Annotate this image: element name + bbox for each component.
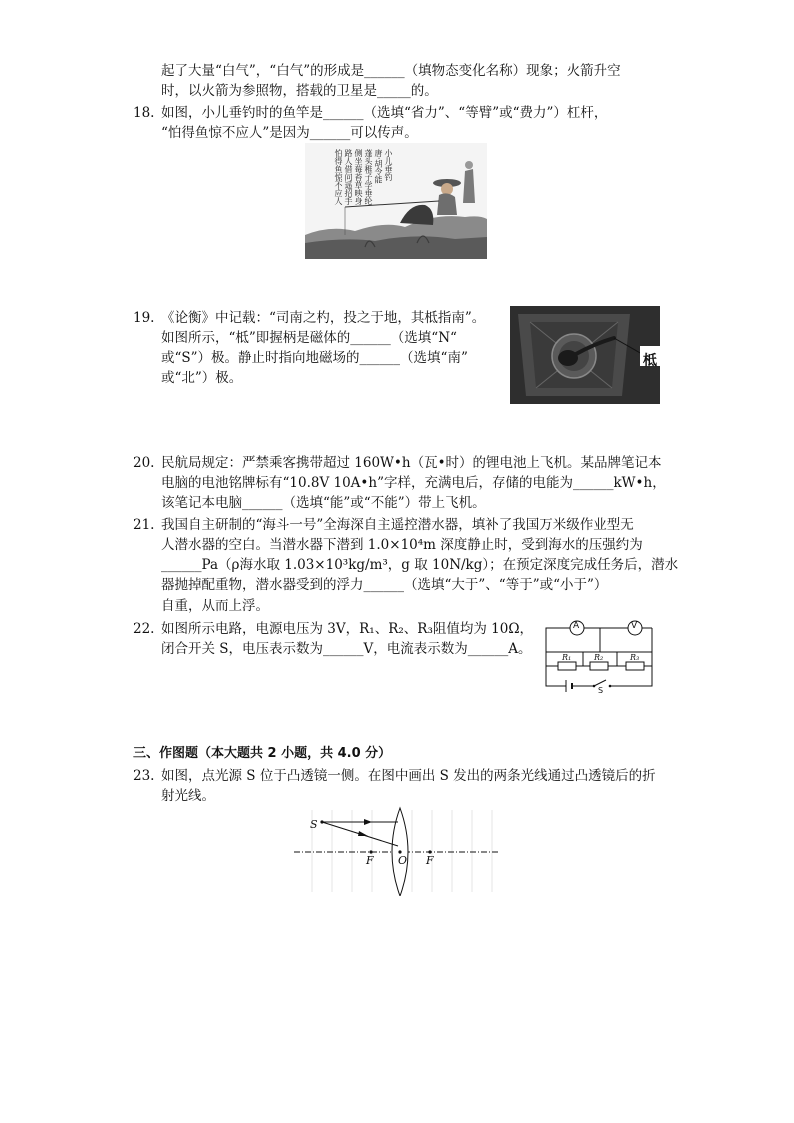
q20-line-2: 电脑的电池铭牌标有“10.8V 10A•h”字样，充满电后，存储的电能为______kW•h， bbox=[161, 475, 666, 491]
r3-label: R₃ bbox=[630, 653, 640, 662]
q19-line-1: 《论衡》中记载：“司南之杓，投之于地，其柢指南”。 bbox=[161, 310, 486, 326]
focus-left-label: F bbox=[366, 854, 374, 867]
q20-line-3: 该笔记本电脑______（选填“能”或“不能”）带上飞机。 bbox=[161, 495, 486, 511]
poem-line: 侧坐莓苔草映身 bbox=[354, 149, 363, 205]
poem-line: 蓬头稚子学垂纶 bbox=[364, 149, 373, 205]
poem-line: 小儿垂钓 bbox=[384, 149, 393, 181]
r2-label: R₂ bbox=[594, 653, 604, 662]
circuit-diagram bbox=[538, 618, 660, 696]
poem-line: 怕得鱼惊不应人 bbox=[334, 149, 343, 205]
poem-text bbox=[313, 149, 393, 219]
q21-line-2: 人潜水器的空白。当潜水器下潜到 1.0×10⁴m 深度静止时，受到海水的压强约为 bbox=[161, 537, 643, 553]
focus-right-label: F bbox=[426, 854, 434, 867]
q22-number: 22. bbox=[133, 621, 155, 637]
q21-line-1: 我国自主研制的“海斗一号”全海深自主遥控潜水器，填补了我国万米级作业型无 bbox=[161, 517, 634, 533]
q19-number: 19. bbox=[133, 310, 155, 326]
q21-line-4: 器抛掉配重物，潜水器受到的浮力______（选填“大于”、“等于”或“小于”） bbox=[161, 577, 608, 593]
q20-number: 20. bbox=[133, 455, 155, 471]
sinan-compass-photo bbox=[510, 306, 660, 404]
voltmeter-label: V bbox=[631, 621, 638, 631]
q18-line-1: 如图，小儿垂钓时的鱼竿是______（选填“省力”、“等臂”或“费力”）杠杆， bbox=[161, 105, 608, 121]
ammeter-label: A bbox=[573, 621, 580, 631]
optical-center-label: O bbox=[398, 854, 408, 867]
poem-line: 唐·胡令能 bbox=[374, 149, 383, 184]
fishing-boy-painting bbox=[305, 143, 487, 259]
q23-line-1: 如图，点光源 S 位于凸透镜一侧。在图中画出 S 发出的两条光线通过凸透镜后的折 bbox=[161, 768, 656, 784]
q18-line-2: “怕得鱼惊不应人”是因为______可以传声。 bbox=[161, 125, 418, 141]
q23-line-2: 射光线。 bbox=[161, 788, 215, 804]
q18-number: 18. bbox=[133, 105, 155, 121]
q22-line-2: 闭合开关 S，电压表示数为______V，电流表示数为______A。 bbox=[161, 641, 532, 657]
q21-line-3: ______Pa（ρ海水取 1.03×10³kg/m³，g 取 10N/kg）；在预定深度完成任务后，潜水 bbox=[161, 557, 679, 573]
poem-line: 路人借问遥招手 bbox=[344, 149, 353, 205]
q23-number: 23. bbox=[133, 768, 155, 784]
r1-label: R₁ bbox=[562, 653, 572, 662]
q19-line-2: 如图所示，“柢”即握柄是磁体的______（选填“N“ bbox=[161, 330, 457, 346]
handle-label: 柢 bbox=[643, 353, 657, 369]
convex-lens-diagram bbox=[292, 806, 502, 896]
switch-label: S bbox=[598, 686, 604, 695]
q21-number: 21. bbox=[133, 517, 155, 533]
q17-line-2: 时，以火箭为参照物，搭载的卫星是_____的。 bbox=[161, 83, 438, 99]
q22-line-1: 如图所示电路，电源电压为 3V，R₁、R₂、R₃阻值均为 10Ω， bbox=[161, 621, 534, 637]
section-title: 三、作图题（本大题共 2 小题，共 4.0 分） bbox=[133, 746, 392, 761]
q17-line-1: 起了大量“白气”，“白气”的形成是______（填物态变化名称）现象；火箭升空 bbox=[161, 63, 621, 79]
q19-line-4: 或“北”）极。 bbox=[161, 370, 243, 386]
q21-line-5: 自重，从而上浮。 bbox=[161, 598, 269, 614]
source-label: S bbox=[310, 818, 318, 831]
q20-line-1: 民航局规定：严禁乘客携带超过 160W•h（瓦•时）的锂电池上飞机。某品牌笔记本 bbox=[161, 455, 662, 471]
q19-line-3: 或“S”）极。静止时指向地磁场的______（选填“南” bbox=[161, 350, 468, 366]
